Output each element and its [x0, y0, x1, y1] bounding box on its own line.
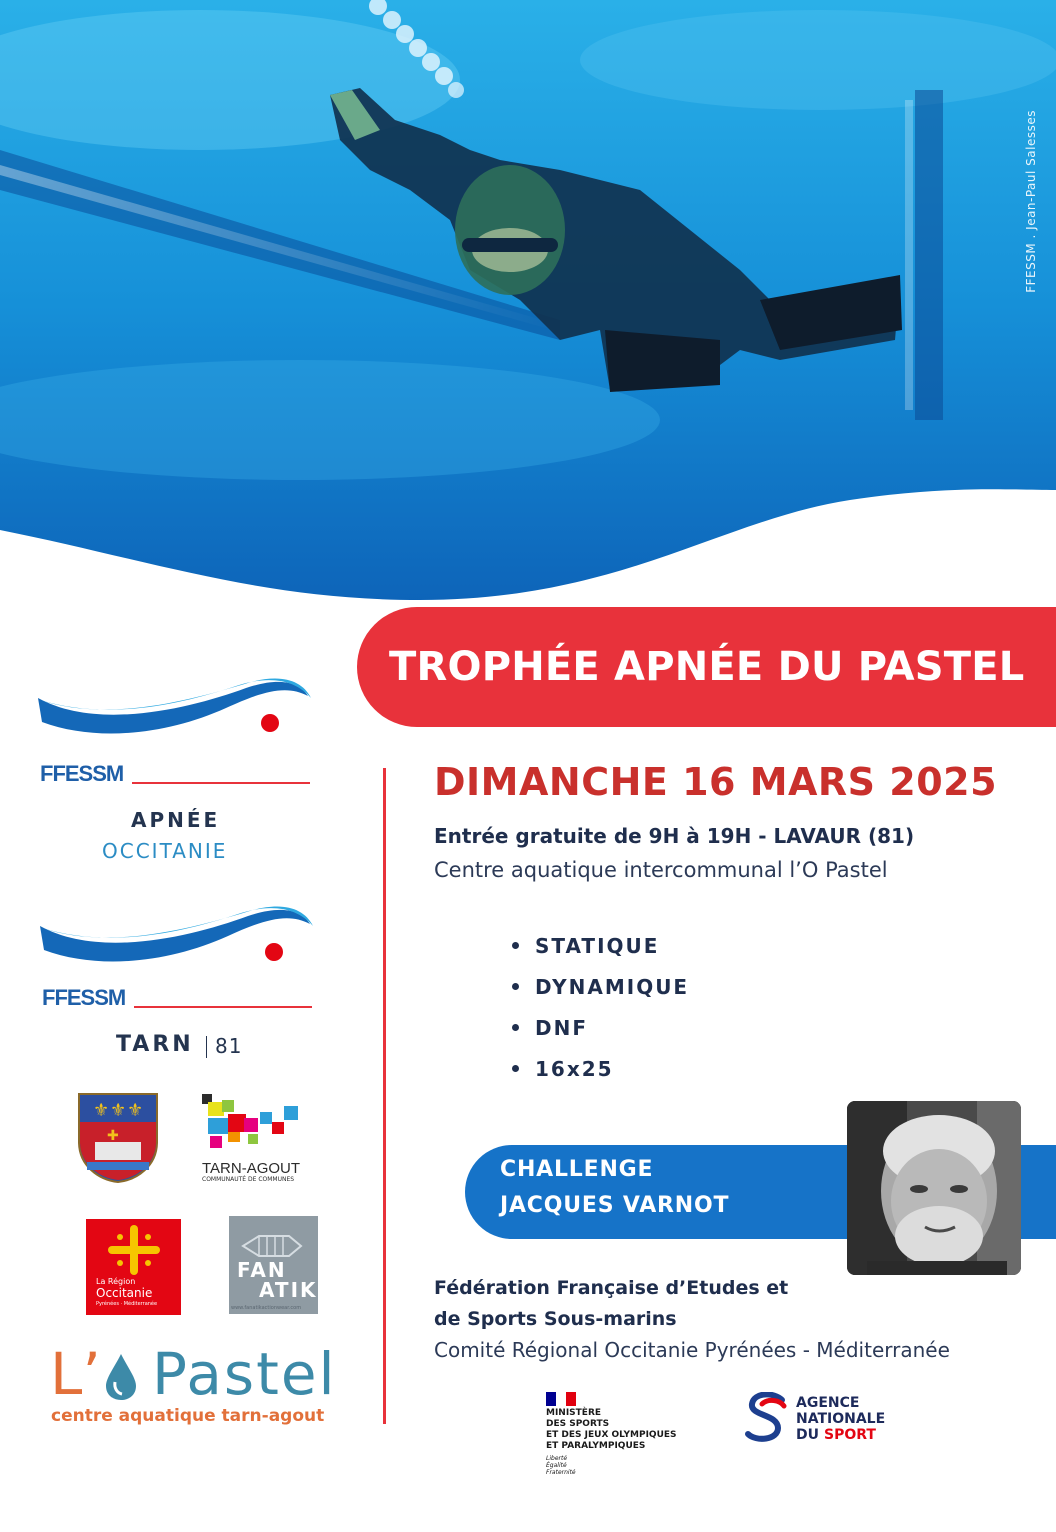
red-rule	[132, 782, 310, 784]
ffessm-wave-icon	[38, 898, 318, 978]
event-label: DNF	[535, 1015, 589, 1040]
opastel-sub: centre aquatique tarn-agout	[51, 1406, 325, 1426]
ans-line1: AGENCE	[796, 1395, 860, 1411]
ans-line2: NATIONALE	[796, 1411, 886, 1427]
red-rule	[134, 1006, 312, 1008]
svg-text:⚜: ⚜	[110, 1100, 127, 1121]
vertical-divider	[383, 768, 386, 1424]
list-item	[512, 1048, 689, 1089]
opastel-l: L’	[50, 1340, 101, 1408]
hero-photo	[0, 0, 1056, 610]
committee: Comité Régional Occitanie Pyrénées - Méditerranée	[434, 1338, 950, 1362]
title-banner	[357, 607, 1056, 727]
occitanie-label: OCCITANIE	[102, 839, 228, 863]
ans-s-icon	[744, 1392, 788, 1444]
ffessm-brand: FFESSM	[42, 985, 126, 1010]
list-item	[512, 925, 689, 966]
pool-scene-illustration	[0, 0, 1056, 610]
list-item	[512, 1007, 689, 1048]
tarn-agout-name: TARN-AGOUT	[202, 1160, 301, 1177]
ministere-line3: ET DES JEUX OLYMPIQUES	[546, 1430, 677, 1440]
svg-text:✚: ✚	[107, 1128, 119, 1144]
entry-info: Entrée gratuite de 9H à 19H - LAVAUR (81)	[434, 824, 915, 848]
divider	[206, 1036, 207, 1058]
lavaur-coat-of-arms-icon	[77, 1092, 159, 1184]
ministere-motto2: Égalité	[546, 1462, 567, 1469]
region-occitanie-logo	[86, 1219, 181, 1315]
fanatik-line2: ATIK	[259, 1278, 318, 1302]
event-label: DYNAMIQUE	[535, 974, 690, 999]
bullet-icon	[512, 1065, 519, 1072]
federation-line1: Fédération Française d’Etudes et	[434, 1277, 789, 1299]
apnee-label: APNÉE	[131, 808, 221, 832]
water-drop-icon	[104, 1352, 138, 1402]
tarn-agout-mosaic-icon	[198, 1092, 308, 1162]
fanatik-url: www.fanatikactionwear.com	[231, 1305, 302, 1311]
ans-line3: DU	[796, 1427, 819, 1443]
bullet-icon	[512, 942, 519, 949]
fanatik-line1: FAN	[237, 1258, 287, 1282]
ministere-motto1: Liberté	[546, 1455, 568, 1462]
ministere-motto3: Fraternité	[546, 1469, 576, 1476]
portrait-photo	[847, 1101, 1021, 1275]
fanatik-logo	[229, 1216, 318, 1314]
ans-line4: SPORT	[824, 1427, 876, 1443]
ministere-line4: ET PARALYMPIQUES	[546, 1441, 646, 1451]
marianne-flag-icon	[546, 1392, 576, 1406]
events-list	[512, 925, 689, 1089]
portrait-illustration	[847, 1101, 1021, 1275]
svg-text:⚜: ⚜	[93, 1100, 110, 1121]
event-label: STATIQUE	[535, 933, 660, 958]
bullet-icon	[512, 983, 519, 990]
list-item	[512, 966, 689, 1007]
ministere-line1: MINISTÈRE	[546, 1408, 602, 1418]
tarn-number: 81	[215, 1034, 243, 1058]
region-line1: La Région	[96, 1277, 136, 1286]
venue: Centre aquatique intercommunal l’O Pastel	[434, 858, 888, 882]
event-title: TROPHÉE APNÉE DU PASTEL	[389, 644, 1025, 690]
region-line3: Pyrénées · Méditerranée	[96, 1301, 158, 1307]
region-line2: Occitanie	[96, 1286, 153, 1300]
photo-credit: FFESSM . Jean-Paul Salesses	[1024, 110, 1038, 293]
svg-text:⚜: ⚜	[127, 1100, 144, 1121]
challenge-line1: CHALLENGE	[500, 1157, 654, 1182]
challenge-line2: JACQUES VARNOT	[500, 1193, 730, 1218]
opastel-name: Pastel	[152, 1340, 337, 1408]
tarn-agout-sub: COMMUNAUTÉ DE COMMUNES	[202, 1176, 295, 1183]
bullet-icon	[512, 1024, 519, 1031]
event-label: 16x25	[535, 1056, 614, 1081]
federation-line2: de Sports Sous-marins	[434, 1308, 677, 1330]
occitan-cross-icon	[106, 1225, 162, 1275]
ffessm-wave-icon	[36, 670, 316, 750]
ffessm-brand: FFESSM	[40, 761, 124, 786]
ministere-line2: DES SPORTS	[546, 1419, 610, 1429]
tarn-label: TARN	[116, 1032, 194, 1057]
event-date: DIMANCHE 16 MARS 2025	[434, 760, 998, 804]
